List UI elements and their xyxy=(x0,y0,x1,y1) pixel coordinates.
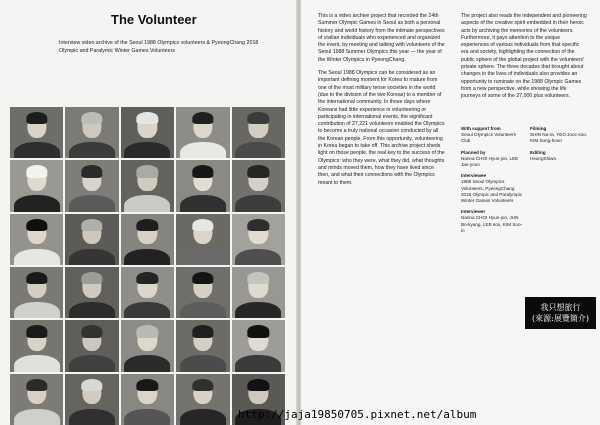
portrait-hair xyxy=(26,165,47,177)
volunteer-portrait-photo xyxy=(232,160,285,211)
portrait-hair xyxy=(248,272,269,284)
portrait-hair xyxy=(192,165,213,177)
portrait-clothing xyxy=(125,195,171,211)
watermark-url: http://jaja19850705.pixnet.net/album xyxy=(238,408,477,421)
volunteer-portrait-photo xyxy=(65,160,118,211)
volunteer-portrait-photo xyxy=(65,267,118,318)
portrait-hair xyxy=(192,379,213,391)
portrait-clothing xyxy=(14,195,60,211)
description-paragraph: This is a video archive project that recorded the 24th Summer Olympic Games in Seoul as both a personal history and world history from the intimate perspectives of civilian individuals who experienced and organized the event, by meeting and talking with volunteers of the Seoul 1988 Summer Olympics this year — the year of the Winter Olympics in PyeongChang. xyxy=(318,13,445,63)
description-column-2 xyxy=(461,13,587,107)
portrait-clothing xyxy=(14,249,60,265)
portrait-hair xyxy=(137,379,158,391)
description-paragraph: The Seoul 1988 Olympics can be considered as an important defining moment for Korea to mature from one of the most military tense societies in the world (due to the division of the two Koreas) to a member of the international community. In those days where Koreans had little experience in volunteering or participating in international events, the significant contribution of 27,221 volunteers enabled the Olympics to become a truly national occasion conducted by all the Korean people. From this opportunity, volunteering in Korea began to take off. This archive project sheds light on those people, the real key to the success of the Olympics: who they were, what they did, what thoughts and minds moved them, how they have lived since then, and what their connections with the Olympics meant to them. xyxy=(318,70,445,186)
volunteer-portrait-photo xyxy=(121,214,174,265)
description-column-1 xyxy=(318,13,446,193)
volunteer-portrait-photo xyxy=(10,320,63,371)
portrait-clothing xyxy=(69,142,115,158)
volunteer-portrait-photo xyxy=(10,160,63,211)
portrait-clothing xyxy=(69,355,115,371)
volunteer-portrait-photo xyxy=(10,214,63,265)
portrait-clothing xyxy=(125,355,171,371)
portrait-hair xyxy=(248,325,269,337)
portrait-clothing xyxy=(14,302,60,318)
right-page xyxy=(301,0,600,425)
volunteer-portrait-photo xyxy=(176,320,229,371)
portrait-hair xyxy=(192,325,213,337)
portrait-clothing xyxy=(235,249,281,265)
portrait-clothing xyxy=(235,302,281,318)
portrait-photo-grid xyxy=(10,107,285,425)
portrait-hair xyxy=(26,219,47,231)
portrait-hair xyxy=(26,325,47,337)
volunteer-portrait-photo xyxy=(65,107,118,158)
portrait-clothing xyxy=(14,409,60,425)
portrait-hair xyxy=(81,165,102,177)
portrait-clothing xyxy=(235,355,281,371)
stamp-line-2: (來源:展覽簡介) xyxy=(532,314,589,323)
portrait-clothing xyxy=(125,142,171,158)
volunteer-portrait-photo xyxy=(65,214,118,265)
volunteer-portrait-photo xyxy=(121,107,174,158)
portrait-clothing xyxy=(180,142,226,158)
portrait-hair xyxy=(81,112,102,124)
portrait-clothing xyxy=(69,195,115,211)
volunteer-portrait-photo xyxy=(232,320,285,371)
credit-label: Filming xyxy=(530,126,547,131)
portrait-hair xyxy=(137,272,158,284)
description-paragraph: The project also reads the independent and pioneering aspects of the creative spirit embedded in their heroic acts by archiving the memories of the volunteers. Furthermore, it pays attention to the unique experiences of various individuals from that specific era and society, highlighting the connection of the public sphere of the global project with the volunteers' private sphere. The three decades that brought about changes in the lives of individuals also provides an opportunity to ruminate on the 1988 Olympic Games from a new perspective, while showing the life journeys of some of the 27,000 plus volunteers. xyxy=(461,13,587,100)
volunteer-portrait-photo xyxy=(65,374,118,425)
credit-block xyxy=(461,173,523,204)
portrait-hair xyxy=(26,379,47,391)
portrait-hair xyxy=(81,272,102,284)
credit-value: Nanna CHOI Hyun-joo, JUN Bo-kyung, LEE soo, KIM Soo-in xyxy=(461,215,523,233)
credit-label: Interviewer xyxy=(461,209,486,215)
credit-label: Interviewee xyxy=(461,173,487,179)
portrait-hair xyxy=(248,219,269,231)
credit-value: 1988 Seoul Olympics Volunteers, PyeongChang 2018 Olympic and Paralympic Winter Games Volunteers xyxy=(461,179,523,204)
volunteer-portrait-photo xyxy=(232,267,285,318)
volunteer-portrait-photo xyxy=(176,107,229,158)
volunteer-portrait-photo xyxy=(176,374,229,425)
credits-right xyxy=(530,126,590,167)
credit-label: Planned by xyxy=(461,149,486,155)
portrait-hair xyxy=(248,379,269,391)
credit-value: SHIN Na-ra, YEO Jooc-soo, KIM Sung-hoon xyxy=(530,132,588,144)
volunteer-portrait-photo xyxy=(176,214,229,265)
volunteer-portrait-photo xyxy=(10,267,63,318)
portrait-clothing xyxy=(180,302,226,318)
volunteer-portrait-photo xyxy=(121,320,174,371)
portrait-clothing xyxy=(125,302,171,318)
credits-left xyxy=(461,126,523,239)
volunteer-portrait-photo xyxy=(10,374,63,425)
credit-value: Nanna CHOI Hyun-joo, LEE Jae-yoon xyxy=(461,155,519,168)
portrait-hair xyxy=(248,165,269,177)
portrait-clothing xyxy=(125,409,171,425)
volunteer-portrait-photo xyxy=(121,160,174,211)
portrait-hair xyxy=(137,165,158,177)
portrait-clothing xyxy=(180,195,226,211)
portrait-hair xyxy=(192,272,213,284)
credit-block xyxy=(461,150,523,169)
portrait-hair xyxy=(248,112,269,124)
portrait-hair xyxy=(137,325,158,337)
portrait-hair xyxy=(137,112,158,124)
portrait-hair xyxy=(81,219,102,231)
portrait-clothing xyxy=(180,355,226,371)
source-stamp xyxy=(525,297,596,329)
portrait-hair xyxy=(81,325,102,337)
left-page xyxy=(0,0,298,425)
credit-block xyxy=(530,150,590,162)
portrait-clothing xyxy=(69,302,115,318)
volunteer-portrait-photo xyxy=(232,214,285,265)
volunteer-portrait-photo xyxy=(10,107,63,158)
stamp-line-1: 我只想旅行 xyxy=(540,303,581,312)
page-subtitle: Interview video archive of the Seoul 1988 Olympics volunteers & PyeongChang 2018 Olympic and Paralymic Winter Games Volunteers xyxy=(59,40,259,54)
portrait-hair xyxy=(137,219,158,231)
credit-label: With support from xyxy=(461,126,501,131)
volunteer-portrait-photo xyxy=(121,267,174,318)
volunteer-portrait-photo xyxy=(65,320,118,371)
credit-block xyxy=(530,126,590,145)
portrait-clothing xyxy=(69,409,115,425)
portrait-clothing xyxy=(180,249,226,265)
portrait-hair xyxy=(26,112,47,124)
portrait-hair xyxy=(192,112,213,124)
portrait-hair xyxy=(192,219,213,231)
credit-label: Editing xyxy=(530,149,546,155)
portrait-clothing xyxy=(125,249,171,265)
credit-block xyxy=(461,209,523,234)
portrait-clothing xyxy=(14,142,60,158)
portrait-clothing xyxy=(14,355,60,371)
portrait-clothing xyxy=(235,142,281,158)
credit-block xyxy=(461,126,523,145)
credit-value: HeungShiwo xyxy=(530,155,557,161)
volunteer-portrait-photo xyxy=(121,374,174,425)
credit-value: Seoul Olympics Volunteers Club xyxy=(461,132,516,144)
volunteer-portrait-photo xyxy=(176,160,229,211)
portrait-hair xyxy=(26,272,47,284)
volunteer-portrait-photo xyxy=(176,267,229,318)
portrait-clothing xyxy=(69,249,115,265)
portrait-clothing xyxy=(180,409,226,425)
page-title: The Volunteer xyxy=(111,12,197,27)
portrait-hair xyxy=(81,379,102,391)
portrait-clothing xyxy=(235,195,281,211)
volunteer-portrait-photo xyxy=(232,107,285,158)
